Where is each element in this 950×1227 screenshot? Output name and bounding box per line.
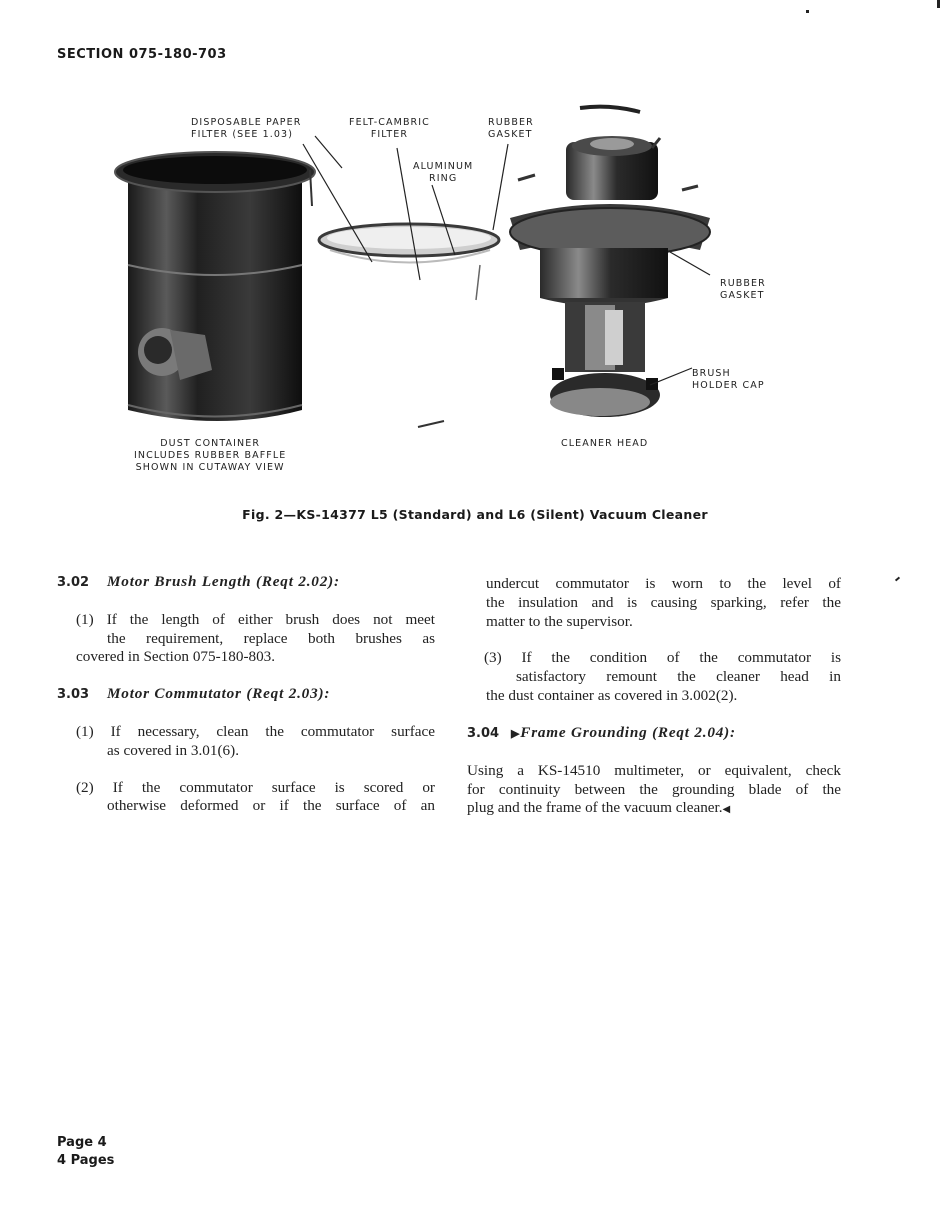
dust-container-image xyxy=(115,152,315,421)
item-3-03-3-line3: the dust container as covered in 3.002(2). xyxy=(486,686,738,704)
vacuum-cleaner-photo xyxy=(0,0,950,500)
item-3-03-2-line2: otherwise deformed or if the surface of an xyxy=(107,797,435,815)
page-count: 4 Pages xyxy=(57,1153,115,1168)
section-title: Motor Brush Length (Reqt 2.02): xyxy=(107,573,340,590)
text-3-04-line2: for continuity between the grounding blade of the xyxy=(467,780,841,798)
item-3-03-2-cont-line2: the insulation and is causing sparking, refer the xyxy=(486,593,841,611)
section-number: 3.03 xyxy=(57,687,90,703)
item-3-03-1-line1: (1) If necessary, clean the commutator surface xyxy=(76,722,435,740)
item-3-02-1-line1: (1) If the length of either brush does not meet xyxy=(76,610,435,628)
label-cleaner-head: CLEANER HEAD xyxy=(561,438,649,449)
section-header: SECTION 075-180-703 xyxy=(57,47,227,62)
item-3-03-2-cont-line3: matter to the supervisor. xyxy=(486,612,633,630)
heading-3-03 xyxy=(57,685,435,705)
arrow-end-icon: ◀ xyxy=(722,804,731,816)
page-number: Page 4 xyxy=(57,1135,107,1150)
item-3-03-2-line1: (2) If the commutator surface is scored or xyxy=(76,778,435,796)
item-3-03-1-line2: as covered in 3.01(6). xyxy=(107,741,240,759)
section-number: 3.02 xyxy=(57,575,90,590)
right-column xyxy=(486,575,841,706)
label-rubber-gasket-top: RUBBER GASKET xyxy=(488,117,534,140)
heading-3-02 xyxy=(57,573,435,593)
cleaner-head-image xyxy=(510,107,710,417)
heading-3-04 xyxy=(467,724,841,744)
item-3-02-1-line3: covered in Section 075-180-803. xyxy=(76,648,276,666)
label-dust-container: DUST CONTAINER INCLUDES RUBBER BAFFLE SHOWN IN CUTAWAY VIEW xyxy=(134,438,287,473)
felt-filter-image xyxy=(319,224,499,427)
item-3-02-1-line2: the requirement, replace both brushes as xyxy=(107,629,435,647)
figure xyxy=(0,0,950,500)
label-rubber-gasket-side: RUBBER GASKET xyxy=(720,278,766,301)
section-title: Frame Grounding (Reqt 2.04): xyxy=(520,724,736,741)
section-number: 3.04 xyxy=(467,726,500,741)
label-aluminum-ring: ALUMINUM RING xyxy=(413,161,474,184)
section-title: Motor Commutator (Reqt 2.03): xyxy=(107,685,331,703)
margin-mark xyxy=(806,10,809,13)
margin-mark xyxy=(895,577,900,582)
item-3-03-3-line1: (3) If the condition of the commutator is xyxy=(484,649,841,667)
text-3-04-line3: plug and the frame of the vacuum cleaner.◀ xyxy=(467,799,731,817)
label-disposable-paper-filter: DISPOSABLE PAPER FILTER (SEE 1.03) xyxy=(191,117,302,140)
section-3-04 xyxy=(467,724,841,820)
text-3-04-line1: Using a KS-14510 multimeter, or equivalent, check xyxy=(467,761,841,779)
left-column xyxy=(57,573,435,816)
label-felt-cambric-filter: FELT-CAMBRIC FILTER xyxy=(349,117,430,140)
item-3-03-3-line2: satisfactory remount the cleaner head in xyxy=(516,668,841,686)
figure-caption: Fig. 2—KS-14377 L5 (Standard) and L6 (Silent) Vacuum Cleaner xyxy=(242,507,708,522)
item-3-03-2-cont-line1: undercut commutator is worn to the level of xyxy=(486,575,841,592)
margin-mark xyxy=(937,0,940,8)
label-brush-holder-cap: BRUSH HOLDER CAP xyxy=(692,368,765,391)
arrow-icon: ▶ xyxy=(511,728,521,740)
